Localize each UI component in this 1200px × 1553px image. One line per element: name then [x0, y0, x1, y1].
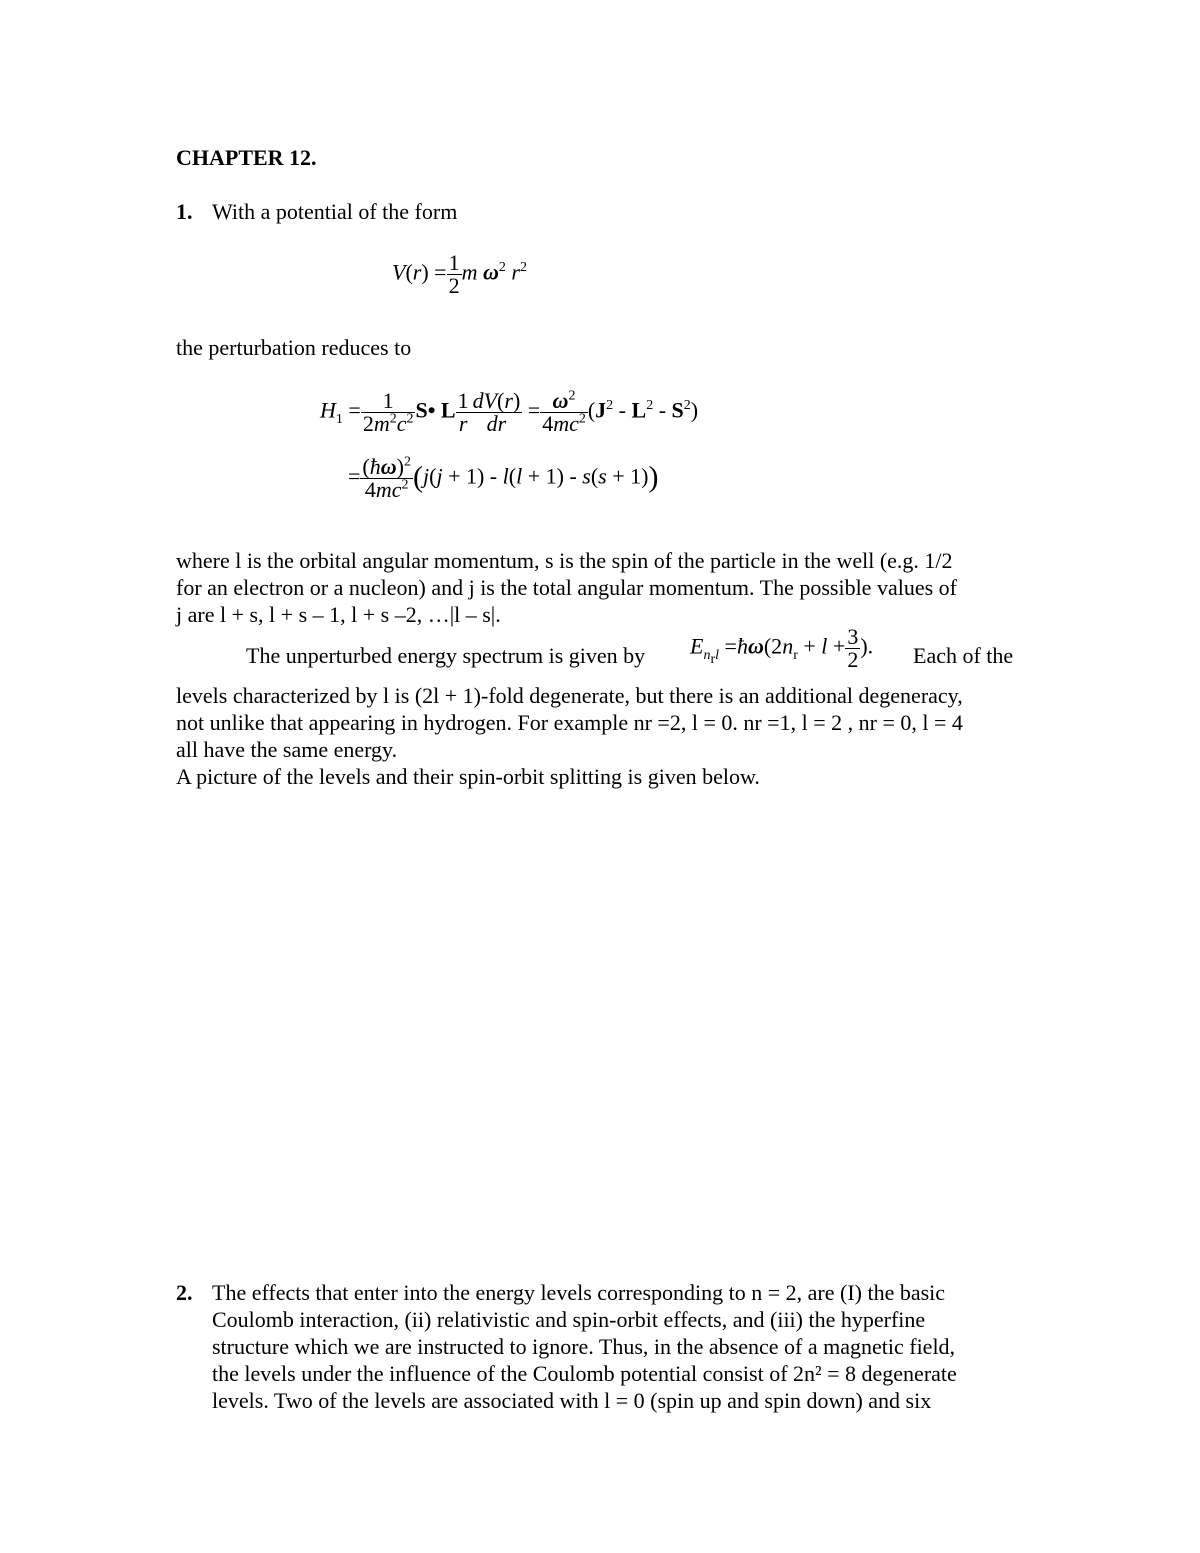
potential-equation: V(r) = $\frac{1}{2}$ m $\omega^2$ $r^2$	[392, 250, 527, 298]
problem-1-intro: With a potential of the form	[212, 199, 458, 224]
where-line-1: where l is the orbital angular momentum, s is the spin of the particle in the well (e.g. 1/2	[176, 548, 953, 573]
where-line-3: j are l + s, l + s – 1, l + s –2, …|l – s|.	[176, 602, 501, 627]
problem-2-line-4: the levels under the influence of the Coulomb potential consist of 2n² = 8 degenerate	[212, 1361, 957, 1386]
problem-1-transition: the perturbation reduces to	[176, 335, 412, 360]
problem-2-number: 2.	[176, 1280, 193, 1305]
where-line-2: for an electron or a nucleon) and j is the total angular momentum. The possible values of	[176, 575, 957, 600]
problem-2-line-2: Coulomb interaction, (ii) relativistic and spin-orbit effects, and (iii) the hyperfine	[212, 1307, 926, 1332]
levels-line-3: all have the same energy.	[176, 737, 398, 762]
levels-line-2: not unlike that appearing in hydrogen. For example nr =2, l = 0. nr =1, l = 2 , nr = 0, l = 4	[176, 710, 963, 735]
problem-2-line-5: levels. Two of the levels are associated with l = 0 (spin up and spin down) and six	[212, 1388, 932, 1413]
picture-line: A picture of the levels and their spin-orbit splitting is given below.	[176, 764, 760, 789]
spectrum-equation: $E_{n_rl}$ $=ħ\omega(2n_r + l$ + $\frac{3}{2}$ ).	[690, 624, 874, 672]
problem-2-line-3: structure which we are instructed to ignore. Thus, in the absence of a magnetic field,	[212, 1334, 956, 1359]
spectrum-intro: The unperturbed energy spectrum is given by	[246, 643, 646, 668]
chapter-title: CHAPTER 12.	[176, 145, 317, 170]
problem-2-line-1: The effects that enter into the energy levels corresponding to n = 2, are (I) the basic	[212, 1280, 946, 1305]
perturbation-equation-line2: = $\frac{(ħ\omega)^2}{4mc^2}$ (j(j + 1) - l(l + 1) - s(s + 1))	[348, 454, 659, 502]
levels-line-1: levels characterized by l is (2l + 1)-fold degenerate, but there is an additional degeneracy,	[176, 683, 963, 708]
perturbation-equation-line1: $H_1$ = $\frac{1}{2m^2c^2}$ S• L $\frac{1}{r}$ $\frac{dV(r)}{dr}$ = $\frac{\omega^2}{4mc^2}$ $(J^2 - L^2 - S^2)$	[320, 388, 699, 436]
problem-1-number: 1.	[176, 199, 193, 224]
spectrum-after: Each of the	[913, 643, 1014, 668]
